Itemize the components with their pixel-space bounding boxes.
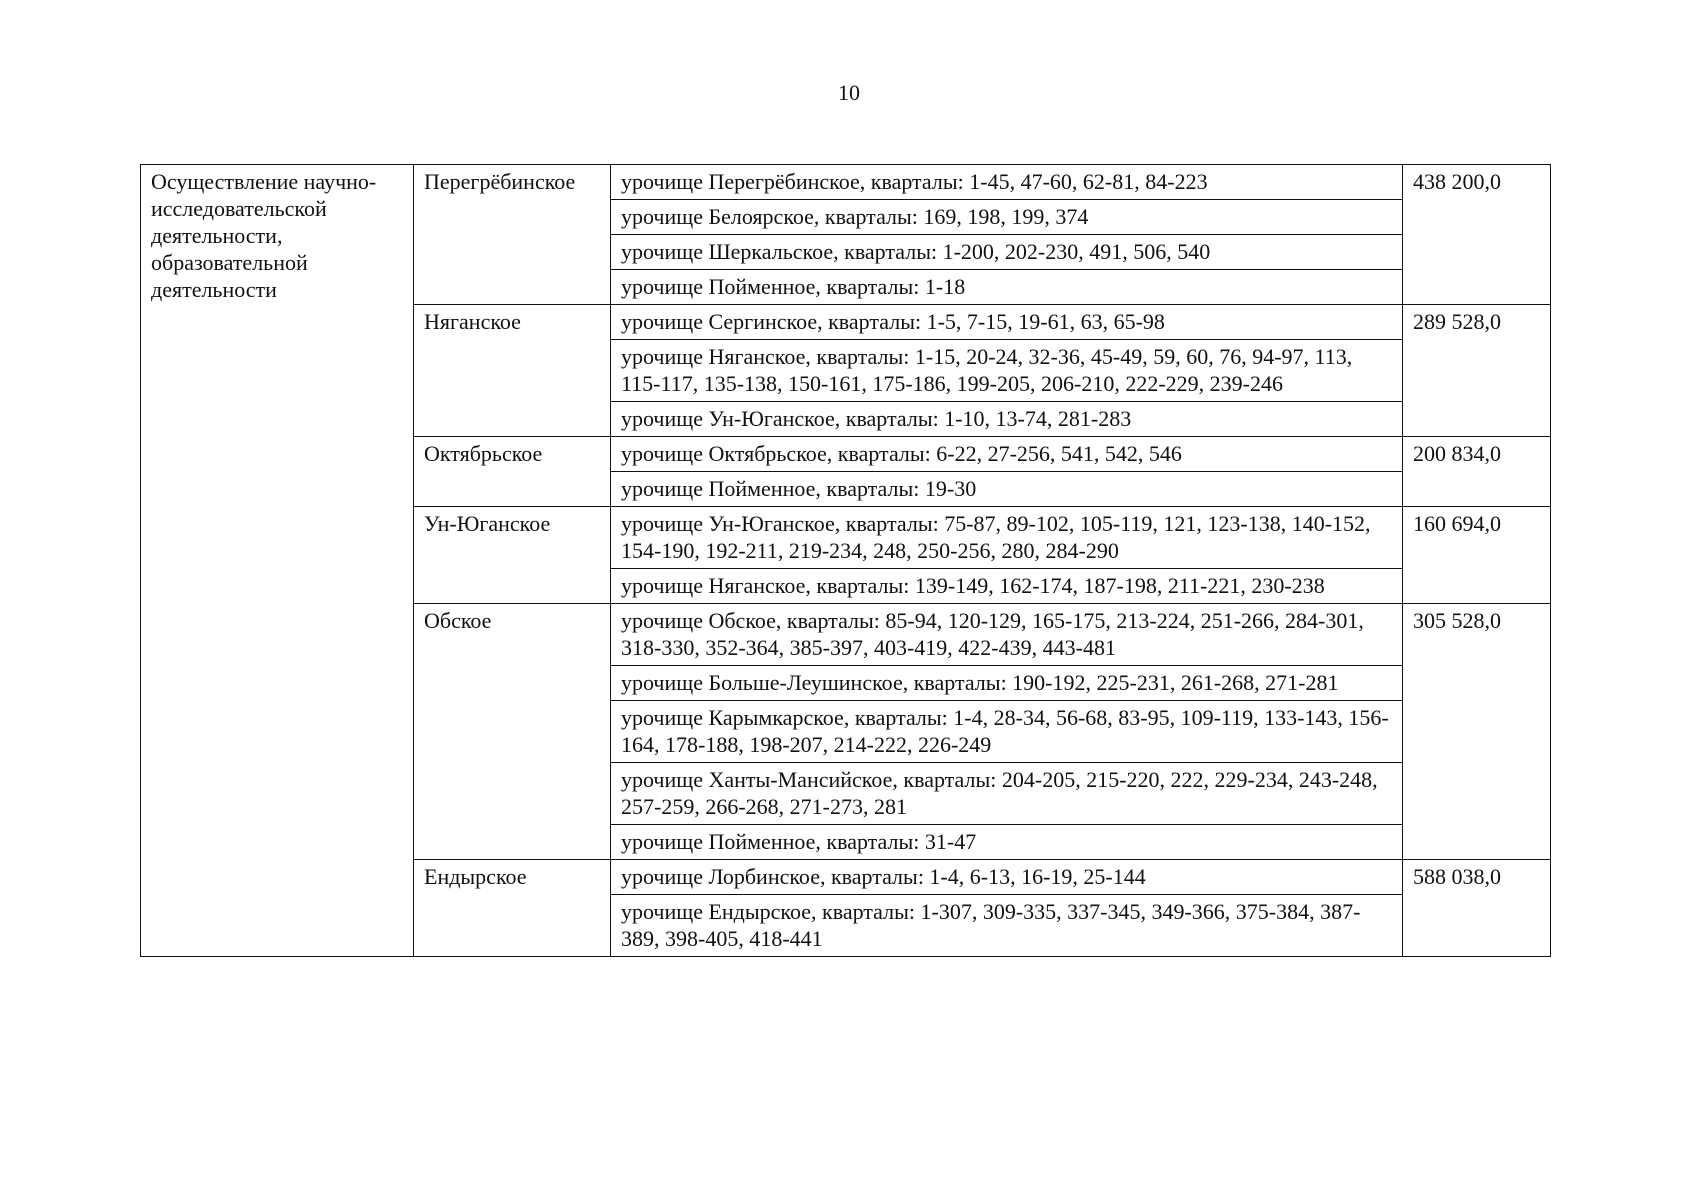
district-cell: Няганское [414, 305, 611, 437]
tract-cell: урочище Ендырское, кварталы: 1-307, 309-335, 337-345, 349-366, 375-384, 387-389, 398-405, 418-441 [611, 895, 1403, 957]
district-cell: Перегрёбинское [414, 165, 611, 305]
tract-cell: урочище Обское, кварталы: 85-94, 120-129, 165-175, 213-224, 251-266, 284-301, 318-330, 352-364, 385-397, 403-419, 422-439, 443-481 [611, 604, 1403, 666]
tract-cell: урочище Больше-Леушинское, кварталы: 190-192, 225-231, 261-268, 271-281 [611, 666, 1403, 701]
tract-cell: урочище Пойменное, кварталы: 1-18 [611, 270, 1403, 305]
tract-cell: урочище Няганское, кварталы: 139-149, 162-174, 187-198, 211-221, 230-238 [611, 569, 1403, 604]
activity-cell: Осуществление научно-исследовательской деятельности, образовательной деятельности [141, 165, 414, 957]
tract-cell: урочище Ханты-Мансийское, кварталы: 204-205, 215-220, 222, 229-234, 243-248, 257-259, 266-268, 271-273, 281 [611, 763, 1403, 825]
table-body [141, 165, 1551, 957]
tract-cell: урочище Пойменное, кварталы: 19-30 [611, 472, 1403, 507]
tract-cell: урочище Ун-Юганское, кварталы: 75-87, 89-102, 105-119, 121, 123-138, 140-152, 154-190, 192-211, 219-234, 248, 250-256, 280, 284-290 [611, 507, 1403, 569]
tract-cell: урочище Белоярское, кварталы: 169, 198, 199, 374 [611, 200, 1403, 235]
tract-cell: урочище Лорбинское, кварталы: 1-4, 6-13, 16-19, 25-144 [611, 860, 1403, 895]
tract-cell: урочище Перегрёбинское, кварталы: 1-45, 47-60, 62-81, 84-223 [611, 165, 1403, 200]
district-cell: Ун-Юганское [414, 507, 611, 604]
tract-cell: урочище Карымкарское, кварталы: 1-4, 28-34, 56-68, 83-95, 109-119, 133-143, 156-164, 178-188, 198-207, 214-222, 226-249 [611, 701, 1403, 763]
area-cell: 160 694,0 [1403, 507, 1551, 604]
district-cell: Ендырское [414, 860, 611, 957]
tract-cell: урочище Няганское, кварталы: 1-15, 20-24, 32-36, 45-49, 59, 60, 76, 94-97, 113, 115-117, 135-138, 150-161, 175-186, 199-205, 206-210, 222-229, 239-246 [611, 340, 1403, 402]
tract-cell: урочище Сергинское, кварталы: 1-5, 7-15, 19-61, 63, 65-98 [611, 305, 1403, 340]
tract-cell: урочище Октябрьское, кварталы: 6-22, 27-256, 541, 542, 546 [611, 437, 1403, 472]
area-cell: 305 528,0 [1403, 604, 1551, 860]
area-cell: 588 038,0 [1403, 860, 1551, 957]
district-cell: Октябрьское [414, 437, 611, 507]
area-cell: 289 528,0 [1403, 305, 1551, 437]
tract-cell: урочище Шеркальское, кварталы: 1-200, 202-230, 491, 506, 540 [611, 235, 1403, 270]
tract-cell: урочище Ун-Юганское, кварталы: 1-10, 13-74, 281-283 [611, 402, 1403, 437]
area-cell: 200 834,0 [1403, 437, 1551, 507]
table-row [141, 165, 1551, 200]
area-cell: 438 200,0 [1403, 165, 1551, 305]
page-number: 10 [838, 80, 860, 105]
district-cell: Обское [414, 604, 611, 860]
forest-tracts-table [140, 164, 1551, 957]
tract-cell: урочище Пойменное, кварталы: 31-47 [611, 825, 1403, 860]
